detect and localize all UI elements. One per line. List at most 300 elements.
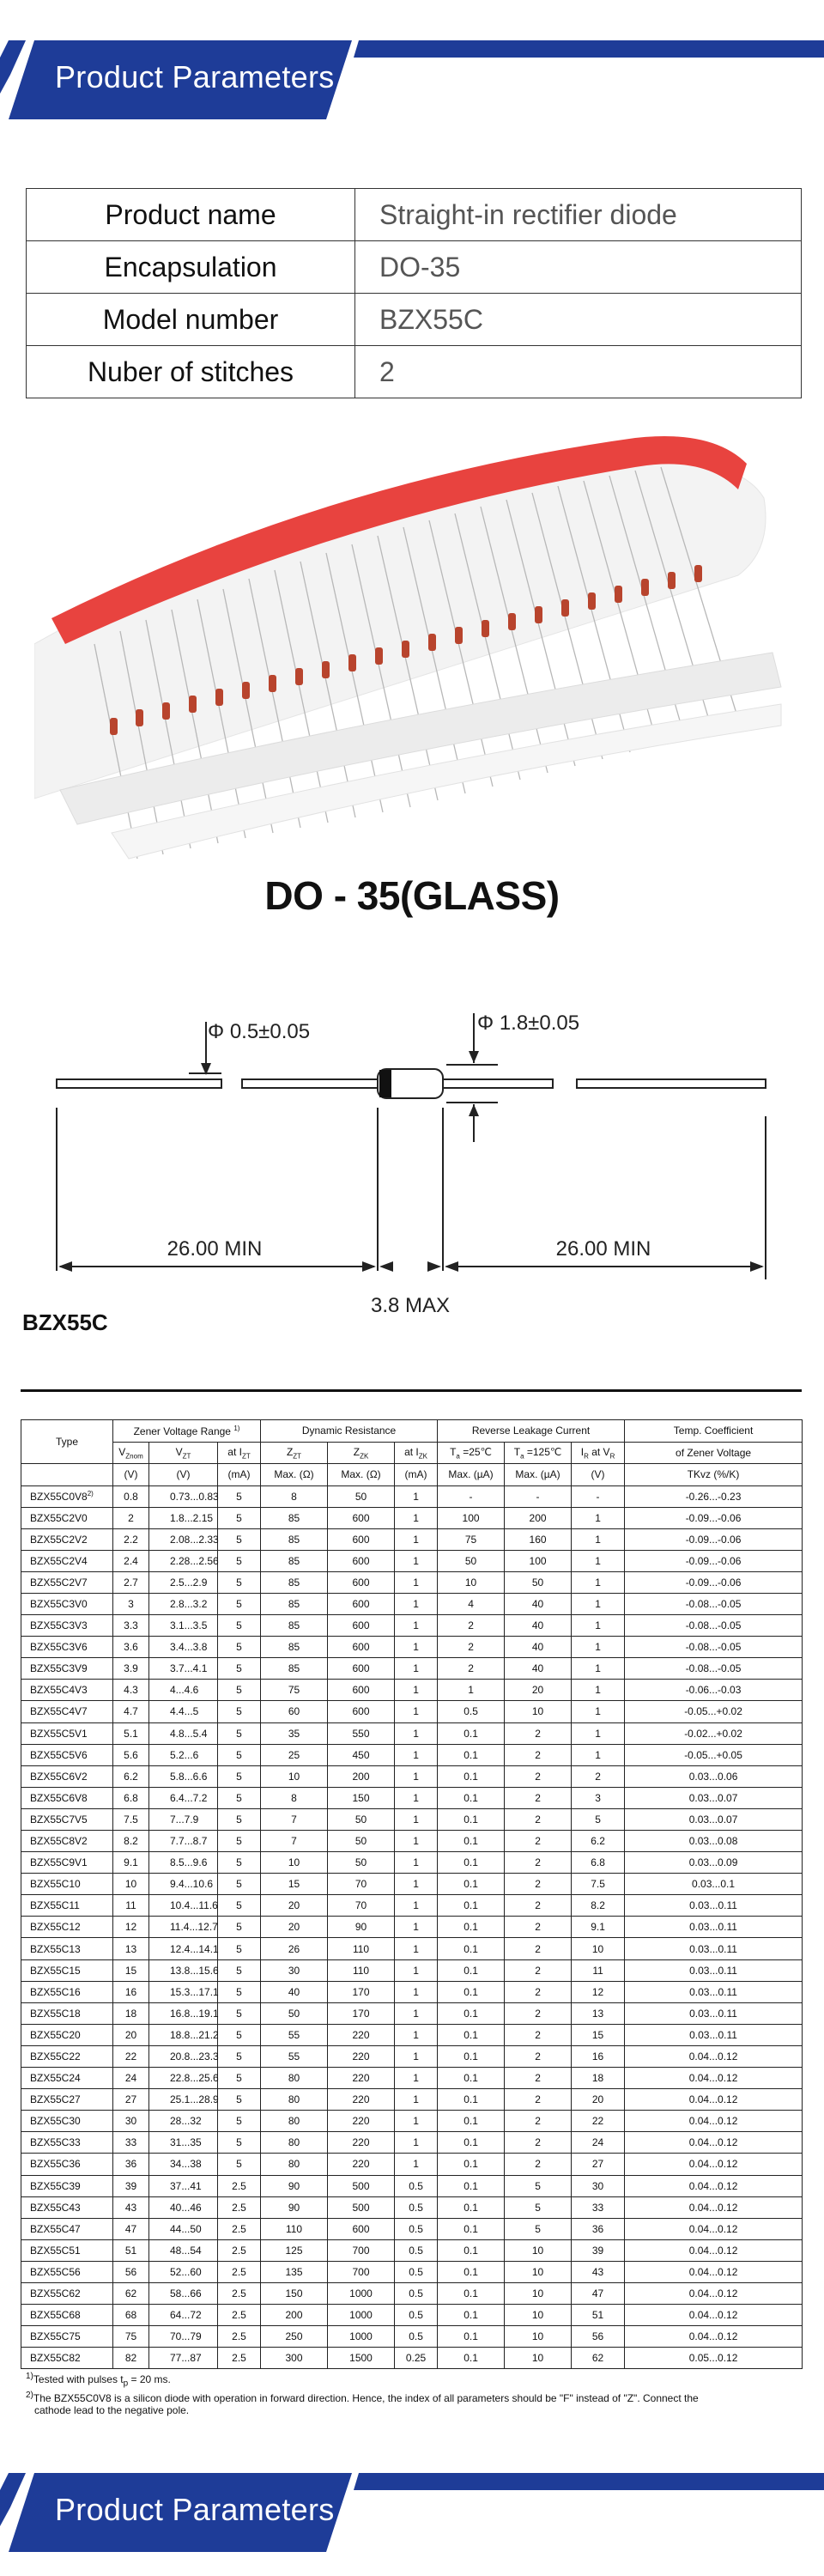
cell-izk: 1 [395,2089,438,2111]
spec-row [21,1959,803,1981]
cell-izt: 5 [218,1744,261,1765]
cell-vr: 3 [572,1787,625,1808]
cell-ir125: 5 [505,2218,572,2239]
cell-vzt: 4.8...5.4 [149,1722,218,1744]
param-value: Straight-in rectifier diode [355,189,802,241]
cell-ir125: 200 [505,1507,572,1528]
note-1: $^{1)}$Tested with pulses $t_p = 20$ ms. [26,2372,171,2389]
cell-vznom: 24 [113,2068,149,2089]
cell-ir25: 0.1 [438,2196,505,2218]
cell-vznom: 15 [113,1959,149,1981]
header-temp-group-2: of Zener Voltage [625,1442,803,1464]
header-zener-group: Zener Voltage Range $^{1)}$ [113,1420,261,1443]
cell-tkvz: -0.05...+0.05 [625,1744,803,1765]
cell-ir25: 0.1 [438,2282,505,2304]
cell-ir125: 2 [505,2024,572,2045]
header-row-params [21,1442,803,1464]
cell-izk: 0.5 [395,2261,438,2282]
cell-zzt: 20 [261,1895,328,1917]
cell-vzt: 22.8...25.6 [149,2068,218,2089]
cell-vzt: 16.8...19.1 [149,2002,218,2024]
cell-vzt: 70...79 [149,2326,218,2348]
cell-ir25: 0.1 [438,2111,505,2132]
spec-table-body [21,1485,803,2369]
header-vznom: $V_{Znom}$ [113,1442,149,1464]
spec-row [21,1637,803,1658]
cell-vr: 1 [572,1701,625,1722]
cell-ir125: 2 [505,2002,572,2024]
cell-vznom: 3.9 [113,1658,149,1680]
cell-izk: 1 [395,1981,438,2002]
unit-zzk: Max. (Ω) [328,1464,395,1486]
cell-tkvz: -0.02...+0.02 [625,1722,803,1744]
spec-row [21,2132,803,2154]
cell-vznom: 4.3 [113,1680,149,1701]
cell-ir25: 0.1 [438,1917,505,1938]
cell-izk: 1 [395,1787,438,1808]
spec-row [21,2002,803,2024]
spec-row [21,1658,803,1680]
cell-type: BZX55C5V1 [21,1722,113,1744]
cell-vr: 1 [572,1637,625,1658]
cell-vr: 13 [572,2002,625,2024]
cell-tkvz: 0.05...0.12 [625,2348,803,2369]
cell-vr: 1 [572,1507,625,1528]
cell-ir25: 0.1 [438,1787,505,1808]
cell-zzk: 600 [328,1615,395,1637]
cell-zzk: 200 [328,1765,395,1787]
cell-zzt: 60 [261,1701,328,1722]
cell-ir25: 0.1 [438,2132,505,2154]
header-reverse-group: Reverse Leakage Current [438,1420,625,1443]
cell-type: BZX55C47 [21,2218,113,2239]
cell-ir25: 2 [438,1615,505,1637]
cell-zzk: 1500 [328,2348,395,2369]
cell-zzt: 10 [261,1852,328,1874]
cell-ir25: 0.1 [438,2326,505,2348]
lead-diameter-label: Φ 0.5±0.05 [208,1020,311,1043]
cell-vr: 11 [572,1959,625,1981]
spec-row [21,2089,803,2111]
cell-izt: 5 [218,1701,261,1722]
header-at-izk: at $I_{ZK}$ [395,1442,438,1464]
cell-vr: 10 [572,1938,625,1959]
cell-type: BZX55C62 [21,2282,113,2304]
cell-izt: 2.5 [218,2196,261,2218]
cell-vr: 1 [572,1744,625,1765]
cell-izt: 5 [218,1507,261,1528]
cell-zzt: 8 [261,1787,328,1808]
cell-type: BZX55C51 [21,2239,113,2261]
cell-type: BZX55C33 [21,2132,113,2154]
cell-vzt: 0.73...0.83 [149,1485,218,1507]
cell-zzk: 90 [328,1917,395,1938]
note-2: $^{2)}$The BZX55C0V8 is a silicon diode with operation in forward direction. Hence, the index of all parameters should be "F" instead of "Z". Connect the [26,2391,699,2405]
cell-type: BZX55C15 [21,1959,113,1981]
cell-vzt: 10.4...11.6 [149,1895,218,1917]
cell-ir125: 2 [505,1959,572,1981]
cell-ir25: 0.1 [438,2002,505,2024]
cell-izk: 1 [395,1485,438,1507]
cell-vr: 18 [572,2068,625,2089]
cell-ir25: 0.1 [438,2045,505,2067]
cell-type: BZX55C4V7 [21,1701,113,1722]
banner-title: Product Parameters [55,59,335,94]
cell-izt: 2.5 [218,2348,261,2369]
cell-tkvz: -0.06...-0.03 [625,1680,803,1701]
cell-tkvz: -0.09...-0.06 [625,1507,803,1528]
cell-vr: 20 [572,2089,625,2111]
cell-izt: 5 [218,1658,261,1680]
header-temp-group-1: Temp. Coefficient [625,1420,803,1443]
cell-izt: 2.5 [218,2305,261,2326]
cell-type: BZX55C7V5 [21,1808,113,1830]
cell-izk: 1 [395,1874,438,1895]
cell-ir125: 5 [505,2175,572,2196]
cell-ir25: 0.1 [438,1722,505,1744]
cell-vzt: 3.4...3.8 [149,1637,218,1658]
cell-ir25: 0.1 [438,2348,505,2369]
cell-zzt: 35 [261,1722,328,1744]
cell-tkvz: 0.03...0.09 [625,1852,803,1874]
cell-vr: 8.2 [572,1895,625,1917]
cell-zzt: 55 [261,2024,328,2045]
spec-row [21,1528,803,1550]
cell-vzt: 44...50 [149,2218,218,2239]
cell-ir25: 0.1 [438,1765,505,1787]
cell-vznom: 18 [113,2002,149,2024]
cell-ir125: 2 [505,1852,572,1874]
cell-vzt: 7.7...8.7 [149,1831,218,1852]
cell-izt: 5 [218,2068,261,2089]
cell-vznom: 2.4 [113,1550,149,1571]
cell-ir25: 0.1 [438,2261,505,2282]
cell-izk: 1 [395,1593,438,1614]
cell-zzk: 1000 [328,2326,395,2348]
unit-ir125: Max. (µA) [505,1464,572,1486]
cell-zzk: 600 [328,1528,395,1550]
cell-vznom: 4.7 [113,1701,149,1722]
cell-ir125: 2 [505,1938,572,1959]
cell-vzt: 34...38 [149,2154,218,2175]
cell-izk: 1 [395,1701,438,1722]
cell-zzk: 500 [328,2175,395,2196]
cell-tkvz: 0.04...0.12 [625,2218,803,2239]
cell-zzt: 25 [261,1744,328,1765]
cell-izk: 0.5 [395,2175,438,2196]
cell-tkvz: 0.03...0.11 [625,2002,803,2024]
cell-ir125: 50 [505,1571,572,1593]
cell-ir125: - [505,1485,572,1507]
header-dynamic-group: Dynamic Resistance [261,1420,438,1443]
param-label: Encapsulation [27,241,355,294]
cell-vr: 43 [572,2261,625,2282]
cell-zzk: 70 [328,1874,395,1895]
cell-zzt: 85 [261,1637,328,1658]
header-ta25: $T_a$ =25℃ [438,1442,505,1464]
cell-izk: 1 [395,2068,438,2089]
cell-vzt: 48...54 [149,2239,218,2261]
cell-izt: 5 [218,1981,261,2002]
cell-zzt: 135 [261,2261,328,2282]
unit-izk: (mA) [395,1464,438,1486]
cell-vr: 47 [572,2282,625,2304]
cell-zzt: 7 [261,1831,328,1852]
cell-tkvz: 0.03...0.11 [625,1981,803,2002]
spec-row [21,1808,803,1830]
cell-zzk: 700 [328,2261,395,2282]
cell-vznom: 8.2 [113,1831,149,1852]
cell-izt: 5 [218,1680,261,1701]
cell-type: BZX55C11 [21,1895,113,1917]
unit-vzt: (V) [149,1464,218,1486]
cell-vzt: 52...60 [149,2261,218,2282]
cell-ir125: 40 [505,1658,572,1680]
spec-row [21,2261,803,2282]
cell-tkvz: 0.04...0.12 [625,2175,803,2196]
cell-izk: 1 [395,2024,438,2045]
param-row [27,189,802,241]
param-row [27,241,802,294]
cell-vr: 5 [572,1808,625,1830]
cell-type: BZX55C2V2 [21,1528,113,1550]
left-lead-length-label: 26.00 MIN [167,1237,263,1261]
cell-vznom: 2.7 [113,1571,149,1593]
spec-row [21,2196,803,2218]
cell-ir125: 2 [505,1787,572,1808]
unit-ir25: Max. (µA) [438,1464,505,1486]
cell-vznom: 22 [113,2045,149,2067]
cell-zzk: 600 [328,1593,395,1614]
cell-izk: 1 [395,1895,438,1917]
cell-vzt: 5.2...6 [149,1744,218,1765]
cell-izk: 1 [395,1831,438,1852]
cell-zzk: 220 [328,2068,395,2089]
cell-zzt: 150 [261,2282,328,2304]
cell-zzt: 26 [261,1938,328,1959]
cell-zzt: 80 [261,2111,328,2132]
cell-vznom: 68 [113,2305,149,2326]
cell-vr: 6.8 [572,1852,625,1874]
cell-ir125: 2 [505,2045,572,2067]
cell-tkvz: 0.04...0.12 [625,2089,803,2111]
cell-vznom: 3.6 [113,1637,149,1658]
cell-izt: 5 [218,1722,261,1744]
cell-ir25: 0.1 [438,2068,505,2089]
cell-tkvz: -0.05...+0.02 [625,1701,803,1722]
cell-vr: 1 [572,1571,625,1593]
cell-vr: 1 [572,1658,625,1680]
cell-tkvz: 0.04...0.12 [625,2154,803,2175]
cell-vznom: 33 [113,2132,149,2154]
cell-zzt: 85 [261,1571,328,1593]
cell-izt: 5 [218,1637,261,1658]
cell-vzt: 12.4...14.1 [149,1938,218,1959]
cell-tkvz: 0.04...0.12 [625,2282,803,2304]
cell-type: BZX55C2V7 [21,1571,113,1593]
cell-vzt: 6.4...7.2 [149,1787,218,1808]
cell-izk: 1 [395,1917,438,1938]
cell-ir125: 40 [505,1593,572,1614]
cell-ir25: 0.1 [438,1938,505,1959]
cell-izk: 0.5 [395,2196,438,2218]
spec-row [21,1550,803,1571]
cell-zzk: 50 [328,1808,395,1830]
cell-tkvz: 0.03...0.11 [625,1938,803,1959]
cell-vznom: 10 [113,1874,149,1895]
spec-row [21,1765,803,1787]
cell-zzt: 90 [261,2196,328,2218]
cell-vr: 24 [572,2132,625,2154]
cell-izt: 5 [218,2045,261,2067]
cell-vzt: 5.8...6.6 [149,1765,218,1787]
cell-ir125: 2 [505,1895,572,1917]
cell-vznom: 11 [113,1895,149,1917]
cell-vr: 39 [572,2239,625,2261]
cell-ir25: 0.1 [438,2305,505,2326]
cell-tkvz: 0.03...0.1 [625,1874,803,1895]
cell-vr: 9.1 [572,1917,625,1938]
cell-vzt: 1.8...2.15 [149,1507,218,1528]
cell-izk: 0.5 [395,2218,438,2239]
unit-vr: (V) [572,1464,625,1486]
spec-row [21,1615,803,1637]
cell-vr: 12 [572,1981,625,2002]
cell-vzt: 15.3...17.1 [149,1981,218,2002]
cell-ir25: 0.1 [438,2089,505,2111]
cell-vznom: 9.1 [113,1852,149,1874]
cell-ir25: 0.1 [438,2154,505,2175]
cell-zzk: 50 [328,1485,395,1507]
spec-row [21,1722,803,1744]
spec-row [21,1571,803,1593]
cell-ir125: 10 [505,2239,572,2261]
cell-zzk: 50 [328,1831,395,1852]
cell-vzt: 2.8...3.2 [149,1593,218,1614]
cell-izk: 1 [395,1765,438,1787]
dimension-drawing [0,962,824,1340]
cell-type: BZX55C13 [21,1938,113,1959]
cell-vznom: 13 [113,1938,149,1959]
cell-vznom: 7.5 [113,1808,149,1830]
cell-vzt: 2.28...2.56 [149,1550,218,1571]
spec-notes [26,2371,798,2416]
cell-vznom: 12 [113,1917,149,1938]
cell-ir25: 50 [438,1550,505,1571]
cell-izt: 5 [218,2089,261,2111]
cell-tkvz: 0.03...0.07 [625,1787,803,1808]
cell-type: BZX55C18 [21,2002,113,2024]
cell-zzk: 1000 [328,2282,395,2304]
cell-vzt: 31...35 [149,2132,218,2154]
cell-ir25: 0.1 [438,1831,505,1852]
cell-zzk: 600 [328,1550,395,1571]
cell-zzk: 170 [328,2002,395,2024]
spec-row [21,2239,803,2261]
cell-zzt: 80 [261,2154,328,2175]
cell-vr: 1 [572,1615,625,1637]
header-vzt: $V_{ZT}$ [149,1442,218,1464]
param-value: 2 [355,346,802,398]
header-zzk: $Z_{ZK}$ [328,1442,395,1464]
cell-ir125: 2 [505,1831,572,1852]
cell-vznom: 20 [113,2024,149,2045]
cell-izk: 1 [395,1680,438,1701]
cell-tkvz: 0.04...0.12 [625,2111,803,2132]
cell-ir125: 160 [505,1528,572,1550]
cell-vzt: 4...4.6 [149,1680,218,1701]
cell-type: BZX55C2V0 [21,1507,113,1528]
cell-vznom: 3.3 [113,1615,149,1637]
header-row-units [21,1464,803,1486]
cell-izk: 0.5 [395,2282,438,2304]
cell-ir125: 2 [505,1765,572,1787]
cell-izt: 5 [218,1852,261,1874]
cell-vznom: 6.8 [113,1787,149,1808]
cell-izt: 2.5 [218,2326,261,2348]
cell-tkvz: -0.26...-0.23 [625,1485,803,1507]
cell-ir25: 0.1 [438,1744,505,1765]
cell-zzt: 300 [261,2348,328,2369]
cell-type: BZX55C8V2 [21,1831,113,1852]
cell-zzt: 20 [261,1917,328,1938]
cell-type: BZX55C3V6 [21,1637,113,1658]
cell-zzk: 600 [328,1637,395,1658]
cell-izt: 5 [218,1593,261,1614]
cell-vr: 7.5 [572,1874,625,1895]
cell-ir125: 40 [505,1637,572,1658]
cell-zzk: 600 [328,1507,395,1528]
cell-zzk: 600 [328,1571,395,1593]
cell-zzk: 600 [328,1680,395,1701]
cell-type: BZX55C82 [21,2348,113,2369]
cell-izt: 5 [218,1571,261,1593]
spec-row [21,2326,803,2348]
cell-zzt: 15 [261,1874,328,1895]
cell-ir25: 0.1 [438,1852,505,1874]
cell-ir125: 10 [505,2348,572,2369]
cell-ir25: 100 [438,1507,505,1528]
cell-izk: 1 [395,1744,438,1765]
cell-ir25: 0.1 [438,2218,505,2239]
cell-vzt: 7...7.9 [149,1808,218,1830]
cell-vzt: 4.4...5 [149,1701,218,1722]
cell-izt: 5 [218,1787,261,1808]
header-at-izt: at $I_{ZT}$ [218,1442,261,1464]
param-label: Nuber of stitches [27,346,355,398]
cell-izk: 1 [395,1938,438,1959]
cell-type: BZX55C0V8$^{2)}$ [21,1485,113,1507]
cell-tkvz: -0.09...-0.06 [625,1550,803,1571]
cell-ir25: 10 [438,1571,505,1593]
cell-ir125: 2 [505,2068,572,2089]
header-type: Type [21,1420,113,1464]
spec-row [21,2068,803,2089]
cell-izt: 5 [218,1550,261,1571]
param-label: Model number [27,294,355,346]
cell-tkvz: -0.09...-0.06 [625,1528,803,1550]
cell-izk: 1 [395,1528,438,1550]
spec-row [21,2282,803,2304]
cell-izt: 5 [218,1808,261,1830]
cell-vznom: 2.2 [113,1528,149,1550]
spec-row [21,1917,803,1938]
cell-vzt: 20.8...23.3 [149,2045,218,2067]
cell-vznom: 30 [113,2111,149,2132]
cell-zzt: 40 [261,1981,328,2002]
cell-izk: 0.5 [395,2239,438,2261]
cell-zzk: 110 [328,1959,395,1981]
